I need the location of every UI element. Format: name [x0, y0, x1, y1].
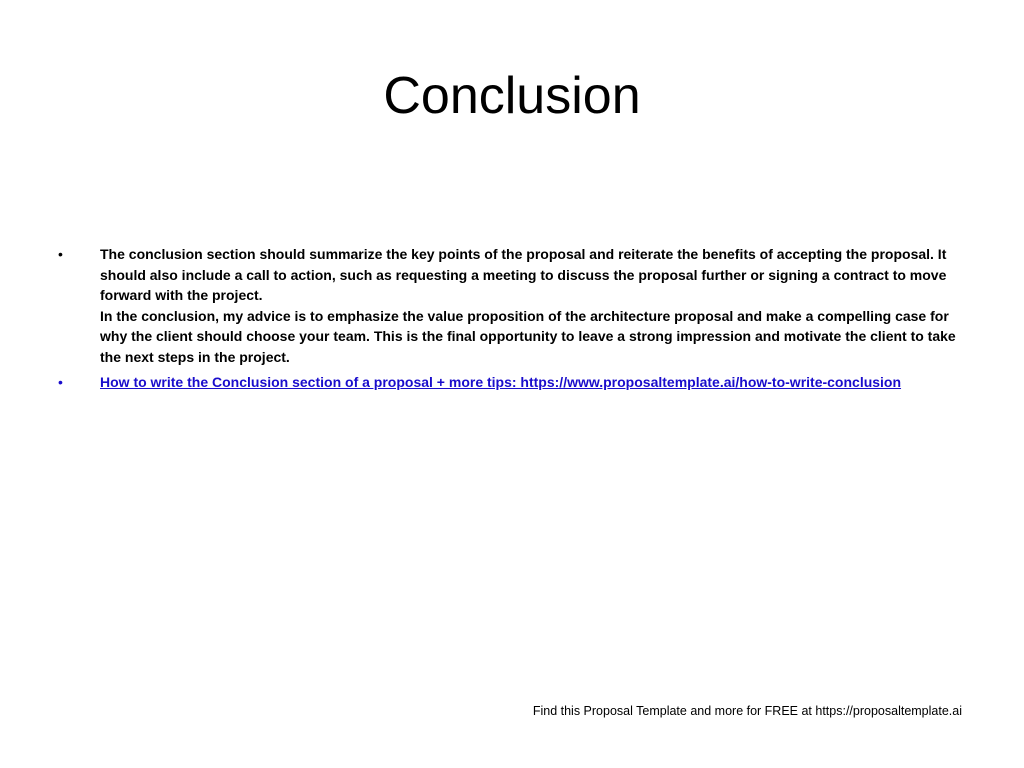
footer-note: Find this Proposal Template and more for FREE at https://proposaltemplate.ai	[532, 704, 962, 718]
bullet-marker: •	[58, 373, 63, 390]
slide-title: Conclusion	[383, 67, 641, 125]
bullet-paragraph-summary: The conclusion section should summarize the key points of the proposal and reiterate the benefits of accepting the proposal. It should also include a call to action, such as requesting a meeting to discuss the proposal further or signing a contract to move forward with the project.	[100, 246, 947, 304]
bullet-item-summary	[58, 244, 958, 368]
bullet-marker: •	[58, 246, 63, 262]
conclusion-tips-link[interactable]: How to write the Conclusion section of a proposal + more tips: https://www.proposaltemplate.ai/how-to-write-conclusion	[100, 373, 902, 390]
bullet-item-link	[58, 372, 958, 393]
bullet-list	[58, 244, 958, 396]
bullet-paragraph-advice: In the conclusion, my advice is to emphasize the value proposition of the architecture proposal and make a compelling case for why the client should choose your team. This is the final opportunity to leave a strong impression and motivate the client to take the next steps in the project.	[100, 307, 956, 365]
